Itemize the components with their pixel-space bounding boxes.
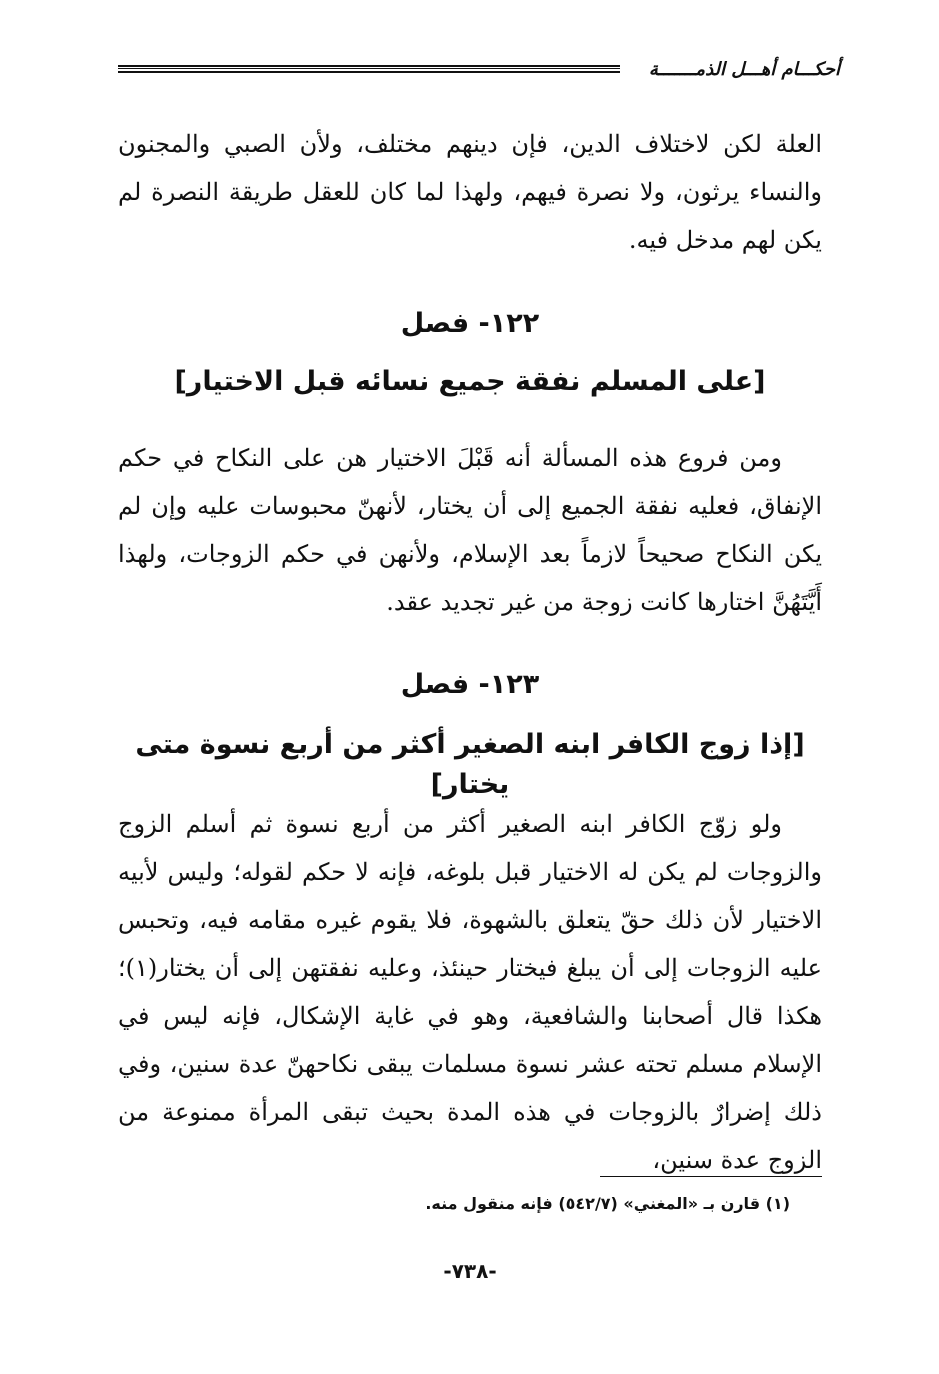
- running-title: أحكـــام أهـــل الذمـــــــة: [648, 59, 840, 80]
- running-header: [118, 58, 840, 86]
- section-number: ١٢٢- فصل: [400, 308, 540, 339]
- paragraph: ومن فروع هذه المسألة أنه قَبْلَ الاختيار هن على النكاح في حكم الإنفاق، فعليه نفقة الجميع إلى أن يختار، لأنهنّ محبوسات عليه وإن لم يكن النكاح صحيحاً لازماً بعد الإسلام، ولأنهن في حكم الزوجات، ولهذا أَيَّتَهُنَّ اختارها كانت زوجة من غير تجديد عقد.: [118, 444, 822, 616]
- section-number: ١٢٣- فصل: [400, 669, 540, 700]
- footnote-rule: [600, 1176, 822, 1177]
- paragraph-continuation: العلة لكن لاختلاف الدين، فإن دينهم مختلف، ولأن الصبي والمجنون والنساء يرثون، ولا نصرة فيهم، ولهذا لما كان للعقل طريقة النصرة لم يكن لهم مدخل فيه.: [118, 130, 822, 254]
- section-title: [على المسلم نفقة جميع نسائه قبل الاختيار]: [174, 366, 766, 397]
- header-rule: [118, 65, 620, 73]
- footnote: (١) قارن بـ «المغني» (٥٤٢/٧) فإنه منقول منه.: [425, 1194, 790, 1213]
- page-number: -٧٣٨-: [443, 1259, 497, 1283]
- section-title: [إذا زوج الكافر ابنه الصغير أكثر من أربع نسوة متى يختار]: [135, 729, 805, 800]
- paragraph: ولو زوّج الكافر ابنه الصغير أكثر من أربع نسوة ثم أسلم الزوج والزوجات لم يكن له الاختيار قبل بلوغه، فإنه لا حكم لقوله؛ وليس لأبيه الاختيار لأن ذلك حقّ يتعلق بالشهوة، فلا يقوم غيره مقامه فيه، وتحبس عليه الزوجات إلى أن يبلغ فيختار حينئذ، وعليه نفقتهن إلى أن يختار(١)؛ هكذا قال أصحابنا والشافعية، وهو في غاية الإشكال، فإنه ليس في الإسلام مسلم تحته عشر نسوة مسلمات يبقى نكاحهنّ عدة سنين، وفي ذلك إضرارٌ بالزوجات في هذه المدة بحيث تبقى المرأة ممنوعة من الزوج عدة سنين،: [118, 810, 822, 1174]
